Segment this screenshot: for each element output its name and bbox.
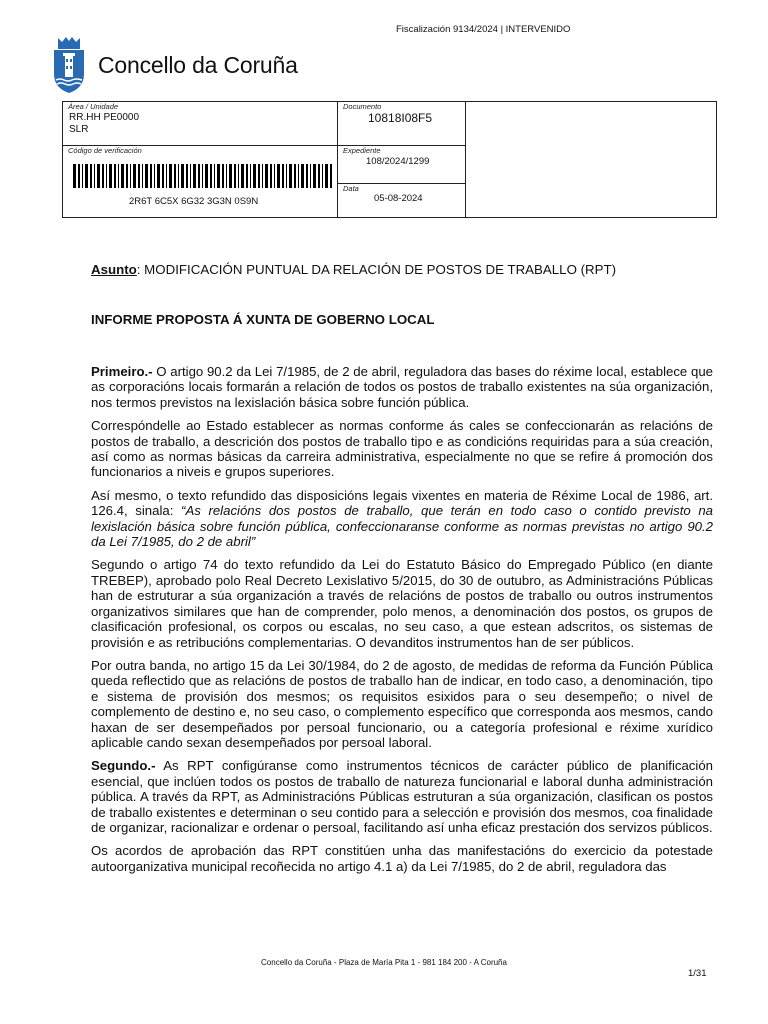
paragraph-7: Os acordos de aprobación das RPT constitúen unha das manifestacións do exercicio da potestade autoorganizativa municipal recoñecida no artigo 4.1 a) da Lei 7/1985, do 2 de abril, reguladora das	[91, 843, 713, 874]
expediente-value: 108/2024/1299	[366, 156, 430, 167]
data-value: 05-08-2024	[374, 193, 423, 204]
paragraph-2: Correspóndelle ao Estado establecer as normas conforme ás cales se confeccionarán as relacións de postos de traballo, a descrición dos postos de traballo tipo e as condicións requiridas para a súa creación, así como as normas básicas da carreira administrativa, especialmente no que se refire á promoción dos funcionarios a niveis e grupos superiores.	[91, 418, 713, 480]
documento-value: 10818I08F5	[368, 111, 433, 125]
data-cell	[338, 184, 466, 217]
paragraph-1	[91, 364, 713, 410]
paragraph-6-text: As RPT configúranse como instrumentos técnicos de carácter público de planificación esencial, que inclúen todos os postos de traballo de natureza funcionarial e laboral dunha administración pública. A través da RPT, as Administracións Públicas estruturan a súa organización, clasifican os postos de traballo existentes e determinan o seu contido para a selección e provisión dos mesmos, coa finalidade de organizar, racionalizar e ordenar o persoal, facilitando así unha eficaz prestación dos servizos públicos.	[91, 758, 713, 835]
subject-label: Asunto	[91, 262, 137, 277]
paragraph-5: Por outra banda, no artigo 15 da Lei 30/1984, do 2 de agosto, de medidas de reforma da Función Pública queda reflectido que as relacións de postos de traballo han de indicar, en todo caso, a denominación, tipo e sistema de provisión dos mesmos; os requisitos esixidos para o seu desempeño; o nivel de complemento de destino e, no seu caso, o complemento específico que corresponda aos mesmos, cando haxan de ser desempeñados por persoal funcionario, ou a categoría profesional e réxime xurídico aplicable cando sexan desempeñados por persoal laboral.	[91, 657, 713, 750]
footer-address: Concello da Coruña - Plaza de María Pita 1 - 981 184 200 - A Coruña	[261, 958, 507, 967]
concello-logo	[52, 36, 298, 94]
verification-barcode	[73, 164, 335, 188]
paragraph-3-quote: “As relacións dos postos de traballo, que terán en todo caso o contido previsto na lexislación básica sobre función pública, confeccionaranse conforme as normas previstas no artigo 90.2 da Lei 7/1985, do 2 de abril”	[91, 503, 713, 550]
document-body	[91, 364, 713, 882]
data-label: Data	[343, 184, 359, 193]
area-cell	[63, 102, 338, 146]
area-label: Área / Unidade	[68, 102, 119, 111]
logo-text: Concello da Coruña	[98, 51, 298, 78]
expediente-cell	[338, 146, 466, 184]
area-value-1: RR.HH PE0000	[69, 112, 140, 123]
document-metadata-table	[62, 101, 717, 218]
paragraph-3-text: Así mesmo, o texto refundido das disposicións legais vixentes en materia de Réxime Local de 1986, art. 126.4, sinala:	[91, 487, 713, 519]
fiscalizacion-stamp: Fiscalización 9134/2024 | INTERVENIDO	[396, 24, 571, 35]
document-heading: INFORME PROPOSTA Á XUNTA DE GOBERNO LOCAL	[91, 312, 435, 327]
paragraph-6	[91, 758, 713, 835]
subject-text: : MODIFICACIÓN PUNTUAL DA RELACIÓN DE POSTOS DE TRABALLO (RPT)	[136, 262, 617, 277]
documento-label: Documento	[343, 102, 382, 111]
paragraph-3	[91, 488, 713, 550]
paragraph-4: Segundo o artigo 74 do texto refundido da Lei do Estatuto Básico do Empregado Público (en diante TREBEP), aprobado polo Real Decreto Lexislativo 5/2015, do 30 de outubro, as Administracións Públicas han de estruturar a súa organización a través de relacións de postos de traballo ou outros instrumentos organizativos similares que han de comprender, polo menos, a denominación dos postos, os grupos de clasificación profesional, os corpos ou escalas, no seu caso, a que estean adscritos, os sistemas de provisión e as retribucións complementarias. O devanditos instrumentos han de ser públicos.	[91, 557, 713, 650]
documento-cell	[338, 102, 466, 146]
coat-of-arms-icon	[52, 36, 86, 94]
subject-line	[91, 262, 616, 277]
paragraph-6-lead: Segundo.-	[91, 758, 156, 774]
expediente-label: Expediente	[343, 146, 381, 155]
area-value-2: SLR	[69, 124, 89, 135]
paragraph-1-text: O artigo 90.2 da Lei 7/1985, de 2 de abril, reguladora das bases do réxime local, establece que as corporacións locais formarán a relación de todos os postos de traballo existentes na súa organización, nos termos previstos na lexislación básica sobre función pública.	[91, 364, 713, 410]
codigo-value: 2R6T 6C5X 6G32 3G3N 0S9N	[129, 196, 259, 207]
paragraph-1-lead: Primeiro.-	[91, 364, 153, 379]
page-number: 1/31	[688, 968, 707, 979]
codigo-label: Código de verificación	[68, 146, 142, 155]
